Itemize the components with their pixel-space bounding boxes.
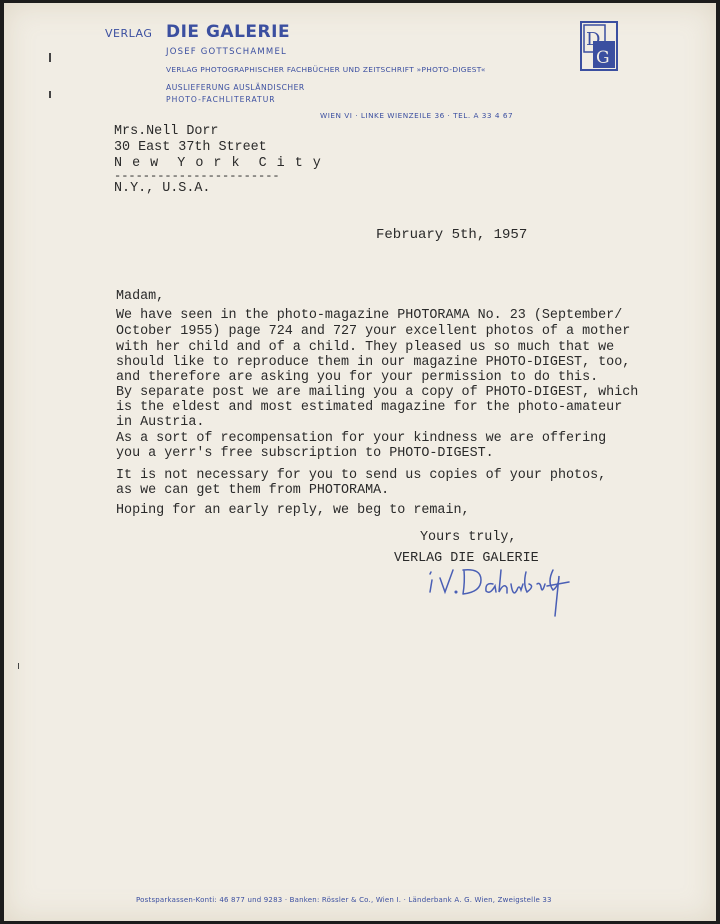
letterhead-line2: AUSLIEFERUNG AUSLÄNDISCHER bbox=[166, 83, 305, 92]
body-line: Hoping for an early reply, we beg to remain, bbox=[116, 503, 470, 518]
recipient-city: N e w Y o r k C i t y bbox=[114, 156, 322, 171]
letterhead-line3: PHOTO-FACHLITERATUR bbox=[166, 95, 276, 104]
letterhead-verlag: VERLAG bbox=[105, 27, 153, 40]
recipient-rule: ----------------------- bbox=[114, 169, 280, 183]
handwritten-signature bbox=[419, 558, 579, 620]
signature-company: VERLAG DIE GALERIE bbox=[394, 551, 539, 566]
body-line: It is not necessary for you to send us copies of your photos, bbox=[116, 468, 607, 483]
body-line: By separate post we are mailing you a copy of PHOTO-DIGEST, which bbox=[116, 385, 639, 400]
letterhead-line1: VERLAG PHOTOGRAPHISCHER FACHBÜCHER UND ZEITSCHRIFT »PHOTO-DIGEST« bbox=[166, 65, 486, 74]
body-line: is the eldest and most estimated magazine for the photo-amateur bbox=[116, 400, 623, 415]
recipient-country: N.Y., U.S.A. bbox=[114, 181, 211, 196]
svg-text:G: G bbox=[596, 48, 610, 68]
body-line: October 1955) page 724 and 727 your excellent photos of a mother bbox=[116, 324, 631, 339]
letter-footer: Postsparkassen-Konti: 46 877 und 9283 · Banken: Rössler & Co., Wien I. · Länderbank A. G. Wien, Zweigstelle 33 bbox=[136, 896, 552, 904]
margin-mark bbox=[49, 53, 51, 62]
recipient-name: Mrs.Nell Dorr bbox=[114, 124, 219, 139]
margin-mark bbox=[18, 663, 19, 669]
body-line: with her child and of a child. They pleased us so much that we bbox=[116, 340, 615, 355]
body-line: We have seen in the photo-magazine PHOTORAMA No. 23 (September/ bbox=[116, 308, 623, 323]
recipient-street: 30 East 37th Street bbox=[114, 140, 267, 155]
letterhead-name: DIE GALERIE bbox=[166, 22, 291, 42]
svg-text:D: D bbox=[586, 29, 601, 50]
body-line: and therefore are asking you for your permission to do this. bbox=[116, 370, 599, 385]
body-line: As a sort of recompensation for your kindness we are offering bbox=[116, 431, 607, 446]
logo-mark bbox=[580, 21, 618, 71]
body-line: as we can get them from PHOTORAMA. bbox=[116, 483, 390, 498]
body-line: should like to reproduce them in our magazine PHOTO-DIGEST, too, bbox=[116, 355, 631, 370]
letterhead-owner: JOSEF GOTTSCHAMMEL bbox=[166, 47, 287, 57]
closing: Yours truly, bbox=[420, 530, 517, 545]
body-line: in Austria. bbox=[116, 415, 205, 430]
signature-drawing bbox=[419, 558, 579, 620]
publisher-logo bbox=[580, 21, 618, 71]
salutation: Madam, bbox=[116, 289, 165, 304]
margin-mark bbox=[49, 91, 51, 98]
letter-date: February 5th, 1957 bbox=[376, 227, 528, 243]
body-line: you a yerr's free subscription to PHOTO-DIGEST. bbox=[116, 446, 494, 461]
letterhead-address: WIEN VI · LINKE WIENZEILE 36 · TEL. A 33 4 67 bbox=[320, 111, 514, 120]
letter-page bbox=[4, 3, 716, 921]
